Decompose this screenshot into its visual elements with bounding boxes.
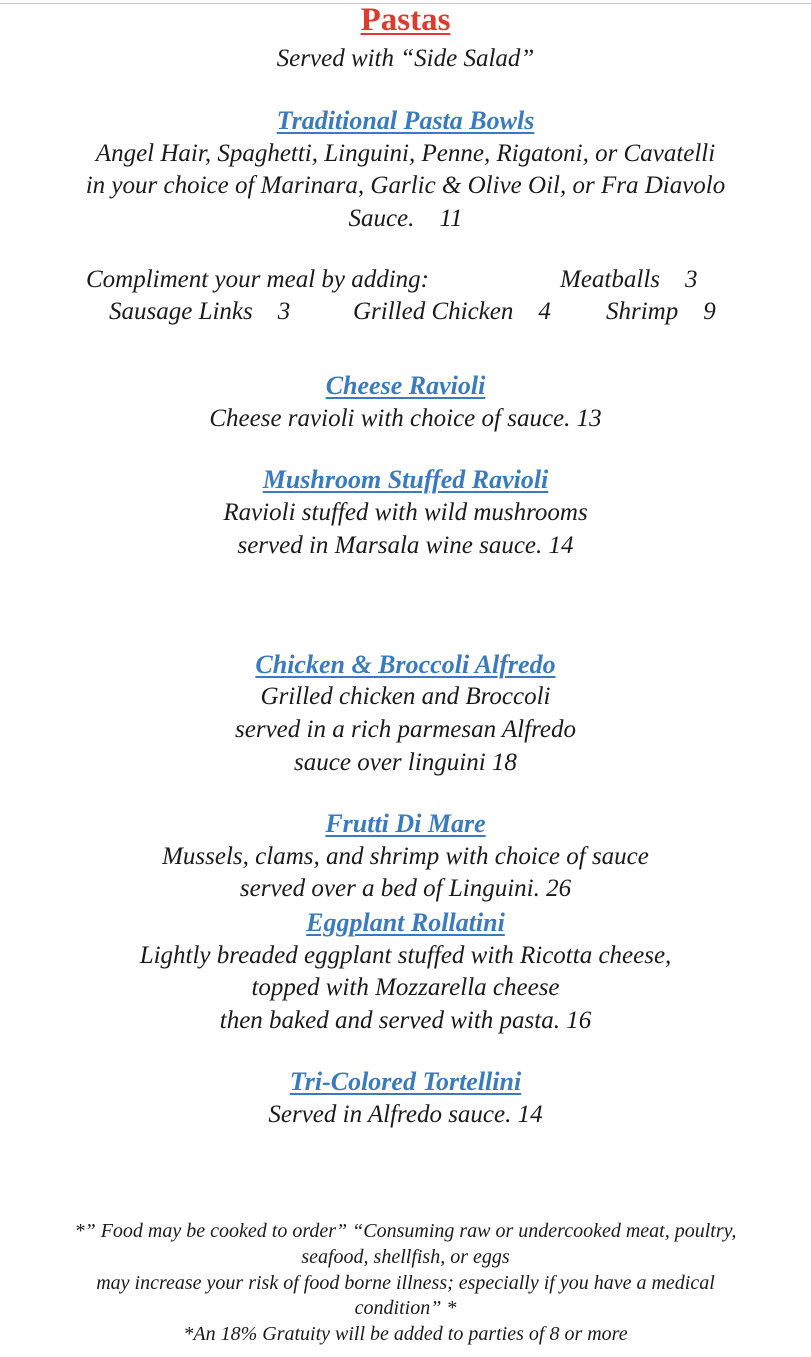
eggplant-rollatini-line-1: Lightly breaded eggplant stuffed with Ricotta cheese, (139, 942, 672, 969)
section-heading-traditional-pasta-bowls: Traditional Pasta Bowls (276, 106, 535, 135)
cheese-ravioli-line-1: Cheese ravioli with choice of sauce. 13 (209, 405, 602, 432)
disclaimer-line-3: may increase your risk of food borne illness; especially if you have a medical (96, 1272, 715, 1294)
disclaimer-line-1: *” Food may be cooked to order” “Consuming raw or undercooked meat, poultry, (74, 1220, 737, 1242)
subtitle: Served with “Side Salad” (276, 45, 535, 72)
mushroom-ravioli-line-1: Ravioli stuffed with wild mushrooms (223, 499, 588, 526)
chicken-alfredo-line-1: Grilled chicken and Broccoli (260, 683, 551, 710)
mushroom-ravioli-line-2: served in Marsala wine sauce. 14 (237, 532, 574, 559)
disclaimer-line-4: condition” * (354, 1297, 457, 1319)
eggplant-rollatini-line-3: then baked and served with pasta. 16 (219, 1007, 592, 1034)
section-heading-cheese-ravioli: Cheese Ravioli (325, 371, 486, 400)
section-heading-frutti-di-mare: Frutti Di Mare (325, 809, 486, 838)
disclaimer-line-2: seafood, shellfish, or eggs (301, 1246, 510, 1268)
chicken-alfredo-line-2: served in a rich parmesan Alfredo (235, 716, 576, 743)
addon-grilled-chicken: Grilled Chicken 4 (353, 298, 551, 325)
section-heading-eggplant-rollatini: Eggplant Rollatini (306, 908, 505, 937)
frutti-di-mare-line-1: Mussels, clams, and shrimp with choice of sauce (162, 843, 649, 870)
addon-sausage-links: Sausage Links 3 (109, 298, 291, 325)
traditional-description-line-1: Angel Hair, Spaghetti, Linguini, Penne, Rigatoni, or Cavatelli (95, 140, 716, 167)
gratuity-notice: *An 18% Gratuity will be added to parties of 8 or more (183, 1323, 628, 1345)
page-title: Pastas (360, 2, 451, 38)
addon-shrimp: Shrimp 9 (606, 298, 716, 325)
tortellini-line-1: Served in Alfredo sauce. 14 (268, 1101, 543, 1128)
section-heading-mushroom-stuffed-ravioli: Mushroom Stuffed Ravioli (262, 465, 549, 494)
traditional-description-line-2: in your choice of Marinara, Garlic & Olive Oil, or Fra Diavolo (85, 172, 726, 199)
section-heading-chicken-broccoli-alfredo: Chicken & Broccoli Alfredo (255, 650, 556, 679)
addon-intro: Compliment your meal by adding: (86, 266, 430, 293)
traditional-price-line: Sauce. 11 (348, 205, 463, 232)
section-heading-tri-colored-tortellini: Tri-Colored Tortellini (289, 1067, 522, 1096)
chicken-alfredo-line-3: sauce over linguini 18 (294, 749, 517, 776)
addon-meatballs: Meatballs 3 (560, 266, 698, 293)
eggplant-rollatini-line-2: topped with Mozzarella cheese (251, 974, 560, 1001)
frutti-di-mare-line-2: served over a bed of Linguini. 26 (239, 875, 572, 902)
